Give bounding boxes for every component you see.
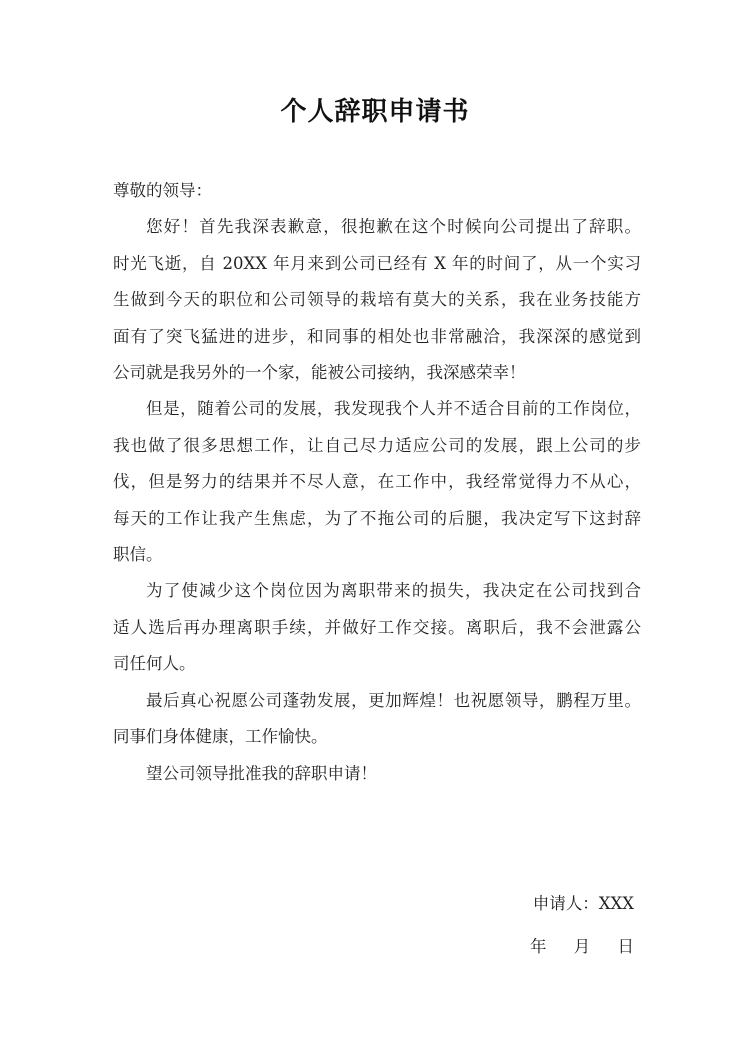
salutation: 尊敬的领导： [113,181,212,200]
paragraph-reason [113,391,641,573]
text-line: 望公司领导批准我的辞职申请！ [146,763,377,783]
text-line: 每天的工作让我产生焦虑，为了不拖公司的后腿，我决定写下这封辞 [113,508,641,528]
text-line: 为了使减少这个岗位因为离职带来的损失，我决定在公司找到合 [146,581,641,601]
letter-body [113,173,641,792]
text-line: 时光飞逝，自 20XX 年月来到公司已经有 X 年的时间了，从一个实习 [113,253,641,273]
text-line: 您好！首先我深表歉意，很抱歉在这个时候向公司提出了辞职。 [146,217,641,237]
text-line: 职信。 [113,545,163,565]
text-line: 最后真心祝愿公司蓬勃发展，更加辉煌！也祝愿领导，鹏程万里。 [146,690,641,710]
text-line: 面有了突飞猛进的进步，和同事的相处也非常融洽，我深深的感觉到 [113,326,641,346]
date-year-label: 年 [530,937,547,956]
paragraph-wishes [113,683,641,756]
text-line: 我也做了很多思想工作，让自己尽力适应公司的发展，跟上公司的步 [113,435,641,455]
text-line: 但是，随着公司的发展，我发现我个人并不适合目前的工作岗位， [146,399,641,419]
paragraph-apology [113,209,641,391]
paragraph-handover [113,573,641,682]
text-line: 伐，但是努力的结果并不尽人意，在工作中，我经常觉得力不从心， [113,472,641,492]
text-line: 生做到今天的职位和公司领导的栽培有莫大的关系，我在业务技能方 [113,290,641,310]
text-line: 公司就是我另外的一个家，能被公司接纳，我深感荣幸！ [113,363,526,383]
signature-block [530,882,634,968]
text-line: 司任何人。 [113,654,196,674]
date-day-label: 日 [617,937,634,956]
applicant-name: 申请人：XXX [532,894,634,913]
text-line: 同事们身体健康，工作愉快。 [113,727,328,747]
text-line: 适人选后再办理离职手续，并做好工作交接。离职后，我不会泄露公 [113,617,641,637]
date-month-label: 月 [573,937,591,956]
paragraph-request [113,756,641,792]
date-line [530,925,634,968]
document-title: 个人辞职申请书 [280,97,470,127]
